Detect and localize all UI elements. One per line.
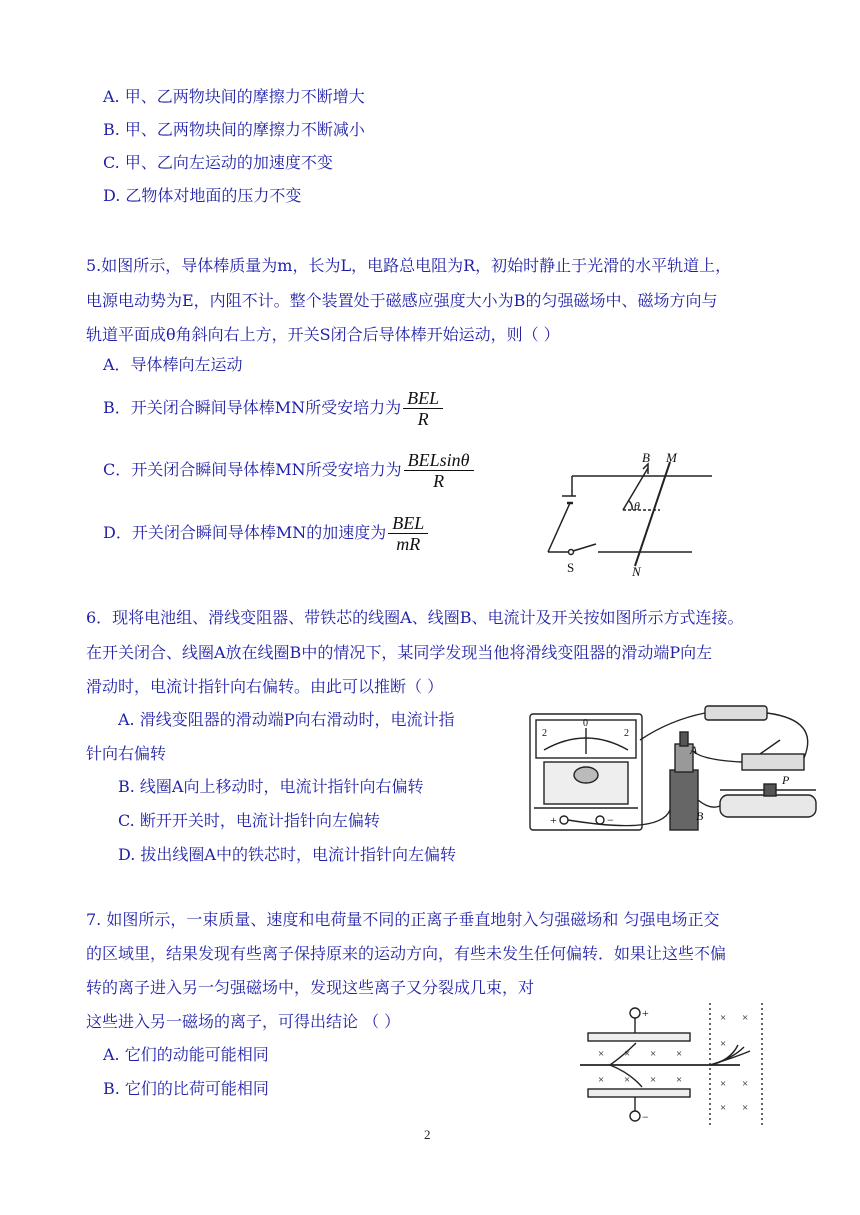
q5-option-d [103,513,428,554]
switch-board [742,754,804,770]
q7-option-a: A. 它们的动能可能相同 [103,1045,269,1064]
cross-mark: × [598,1074,605,1086]
q7-stem-line-1: 7. 如图所示，一束质量、速度和电荷量不同的正离子垂直地射入匀强磁场和 匀强电场正交 [86,910,720,929]
q5-option-d-denominator: mR [396,534,421,554]
q6-apparatus-figure [520,700,830,842]
q5-option-b-text: B．开关闭合瞬间导体棒MN所受安培力为 [103,398,402,417]
q6-option-b: B. 线圈A向上移动时，电流计指针向右偏转 [118,777,424,796]
cross-mark: × [720,1102,727,1114]
cross-mark: × [720,1012,727,1024]
cross-mark: × [742,1078,749,1090]
q6-stem-line-1: 6．现将电池组、滑线变阻器、带铁芯的线圈A、线圈B、电流计及开关按如图所示方式连接。 [86,608,744,627]
rheostat-slider [764,784,776,796]
q5-stem-line-3: 轨道平面成θ角斜向右上方，开关S闭合后导体棒开始运动，则（ ） [86,325,560,344]
q5-option-c-numerator: BELsinθ [404,450,474,471]
q5-option-d-text: D．开关闭合瞬间导体棒MN的加速度为 [103,523,387,542]
q4-option-d: D. 乙物体对地面的压力不变 [103,186,302,205]
label-minus: − [607,813,614,827]
q6-stem-line-3: 滑动时，电流计指针向右偏转。由此可以推断（ ） [86,677,444,696]
q5-option-d-fraction [388,513,428,554]
q5-option-b-denominator: R [417,409,429,429]
label-theta: θ [634,499,640,513]
q5-option-b-numerator: BEL [403,388,443,409]
cross-mark: × [742,1012,749,1024]
q7-velocity-selector-figure [580,1003,770,1128]
page-number: 2 [424,1127,431,1142]
wire-3 [767,713,808,758]
cross-mark: × [676,1048,683,1060]
q5-option-a: A．导体棒向左运动 [103,355,243,374]
bottom-plate [588,1089,690,1097]
cross-mark: × [598,1048,605,1060]
q5-circuit-figure [540,448,720,578]
angle-arc [629,501,632,510]
bottom-terminal [630,1111,640,1121]
beam-split-3 [710,1051,750,1065]
scale-right: 2 [624,728,629,739]
q4-option-c: C. 甲、乙向左运动的加速度不变 [103,153,333,172]
left-wire-slant [548,503,570,552]
q5-option-c-text: C．开关闭合瞬间导体棒MN所受安培力为 [103,460,402,479]
wire-1 [568,810,670,826]
q7-stem-line-3: 转的离子进入另一匀强磁场中，发现这些离子又分裂成几束，对 [86,978,535,997]
q4-option-a: A. 甲、乙两物块间的摩擦力不断增大 [103,87,365,106]
q5-stem-line-1: 5.如图所示，导体棒质量为m，长为L，电路总电阻为R，初始时静止于光滑的水平轨道上， [86,256,732,275]
cross-mark: × [650,1048,657,1060]
battery-pack [705,706,767,720]
galvanometer-coil [574,767,598,783]
cross-mark: × [676,1074,683,1086]
q7-stem-line-4: 这些进入另一磁场的离子，可得出结论 （ ） [86,1012,401,1031]
switch-contact [569,550,574,555]
label-b: B [642,450,650,465]
label-coil-a: A [690,743,698,757]
scale-zero: 0 [583,718,588,729]
wire-4 [692,750,742,762]
label-m: M [666,450,677,465]
q5-option-c-denominator: R [433,471,445,491]
q5-stem-line-2: 电源电动势为E，内阻不计。整个装置处于磁感应强度大小为B的匀强磁场中、磁场方向与 [86,291,718,310]
cross-mark: × [650,1074,657,1086]
wire-5 [698,800,720,807]
q5-option-d-numerator: BEL [388,513,428,534]
top-plate [588,1033,690,1041]
scale-left: 2 [542,728,547,739]
switch-blade [573,544,596,551]
q6-option-a-line-2: 针向右偏转 [86,744,167,763]
iron-core [680,732,688,746]
label-plus: + [642,1006,649,1020]
label-plus: + [550,813,557,827]
q5-option-b [103,388,443,429]
q5-option-b-fraction [403,388,443,429]
terminal-plus [560,816,568,824]
top-terminal [630,1008,640,1018]
switch-lever [760,740,780,754]
label-s: S [567,560,575,575]
cross-mark: × [720,1078,727,1090]
label-coil-b: B [696,809,704,823]
rod-mn [635,462,670,566]
cross-mark: × [624,1048,631,1060]
cross-mark: × [624,1074,631,1086]
label-p: P [782,773,790,787]
terminal-minus [596,816,604,824]
rheostat-coil [720,795,816,817]
cross-mark: × [720,1038,727,1050]
cross-field-marks [598,1012,748,1114]
q4-option-b: B. 甲、乙两物块间的摩擦力不断减小 [103,120,365,139]
cross-mark: × [742,1102,749,1114]
q5-option-c-fraction [404,450,474,491]
deflect-up [610,1043,636,1065]
q6-option-a-line-1: A. 滑线变阻器的滑动端P向右滑动时，电流计指 [118,710,455,729]
q7-option-b: B. 它们的比荷可能相同 [103,1079,269,1098]
label-minus: − [642,1110,649,1124]
q5-option-c [103,450,474,491]
coil-b [670,770,698,830]
q6-stem-line-2: 在开关闭合、线圈A放在线圈B中的情况下，某同学发现当他将滑线变阻器的滑动端P向左 [86,643,713,662]
q6-option-c: C. 断开开关时，电流计指针向左偏转 [118,811,380,830]
q6-option-d: D. 拔出线圈A中的铁芯时，电流计指针向左偏转 [118,845,456,864]
label-n: N [632,564,641,578]
q7-stem-line-2: 的区域里，结果发现有些离子保持原来的运动方向，有些未发生任何偏转．如果让这些不偏 [86,944,727,963]
wire-2 [640,713,705,740]
